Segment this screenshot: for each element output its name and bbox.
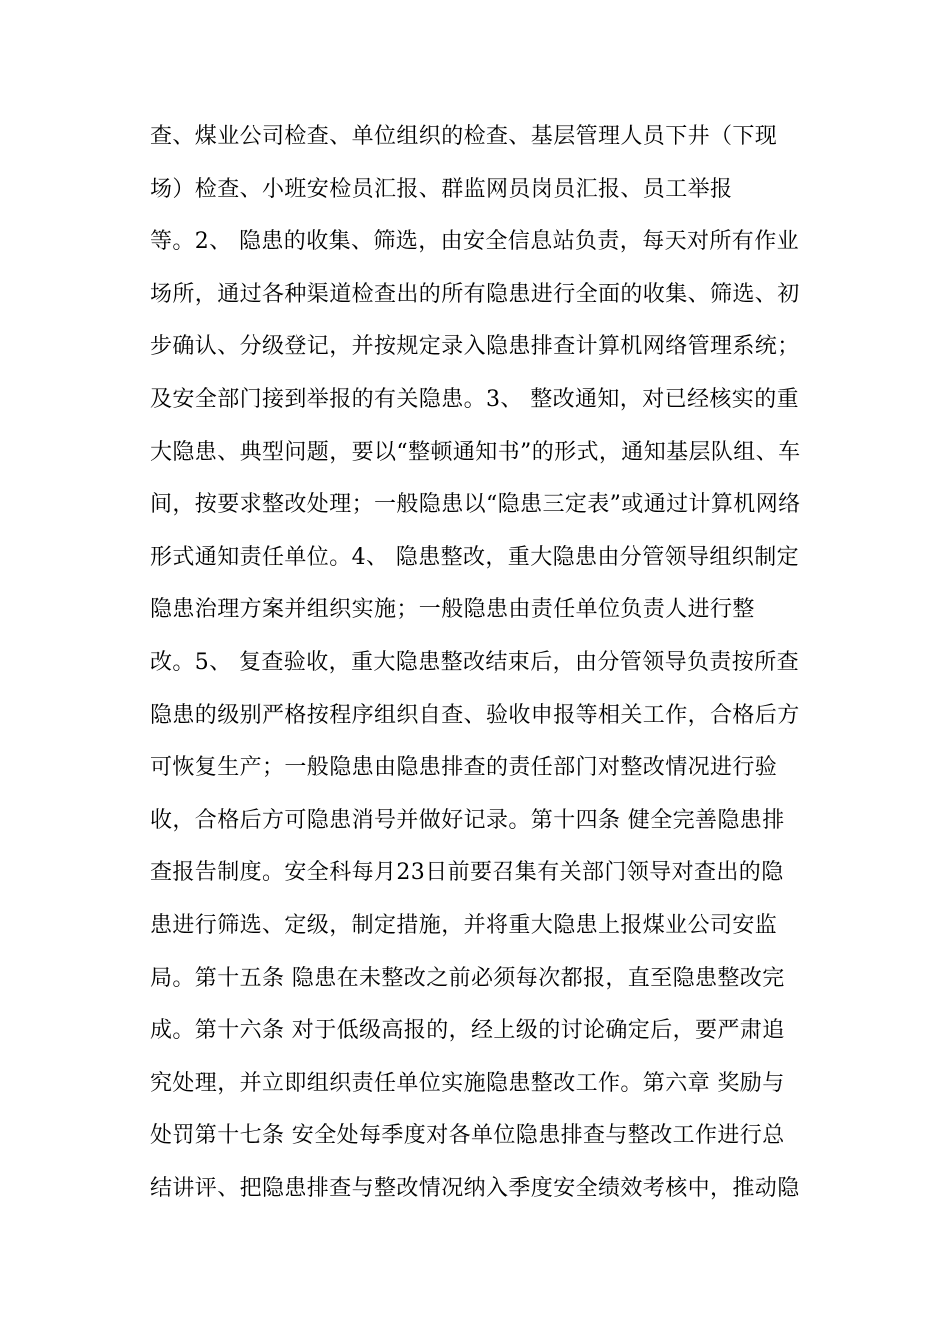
text-line: 局。第十五条 隐患在未整改之前必须每次都报，直至隐患整改完 (150, 965, 785, 991)
text-line: 查报告制度。安全科每月23日前要召集有关部门领导对查出的隐 (150, 860, 784, 886)
text-line: 场所，通过各种渠道检查出的所有隐患进行全面的收集、筛选、初 (150, 281, 800, 307)
text-line: 形式通知责任单位。4、 隐患整改，重大隐患由分管领导组织制定 (150, 544, 799, 570)
text-line: 及安全部门接到举报的有关隐患。3、 整改通知，对已经核实的重 (150, 386, 799, 412)
body-text (150, 116, 810, 1220)
text-line: 间，按要求整改处理；一般隐患以“隐患三定表”或通过计算机网络 (150, 492, 801, 518)
text-line: 患进行筛选、定级，制定措施，并将重大隐患上报煤业公司安监 (150, 912, 778, 938)
text-line: 可恢复生产；一般隐患由隐患排查的责任部门对整改情况进行验 (150, 755, 778, 781)
text-line: 场）检查、小班安检员汇报、群监网员岗员汇报、员工举报 (150, 176, 733, 202)
text-line: 改。5、 复查验收，重大隐患整改结束后，由分管领导负责按所查 (150, 649, 799, 675)
text-line: 隐患的级别严格按程序组织自查、验收申报等相关工作，合格后方 (150, 702, 800, 728)
text-line: 等。2、 隐患的收集、筛选，由安全信息站负责，每天对所有作业 (150, 229, 799, 255)
text-line: 隐患治理方案并组织实施；一般隐患由责任单位负责人进行整 (150, 597, 755, 623)
text-line: 大隐患、典型问题，要以“整顿通知书”的形式，通知基层队组、车 (150, 439, 801, 465)
text-line: 处罚第十七条 安全处每季度对各单位隐患排查与整改工作进行总 (150, 1123, 785, 1149)
text-line: 查、煤业公司检查、单位组织的检查、基层管理人员下井（下现 (150, 124, 778, 149)
text-line: 成。第十六条 对于低级高报的，经上级的讨论确定后，要严肃追 (150, 1018, 785, 1044)
text-line: 究处理，并立即组织责任单位实施隐患整改工作。第六章 奖励与 (150, 1070, 785, 1096)
text-line: 结讲评、把隐患排查与整改情况纳入季度安全绩效考核中，推动隐 (150, 1175, 800, 1201)
text-line: 步确认、分级登记，并按规定录入隐患排查计算机网络管理系统； (150, 334, 800, 360)
text-line: 收，合格后方可隐患消号并做好记录。第十四条 健全完善隐患排 (150, 807, 785, 833)
